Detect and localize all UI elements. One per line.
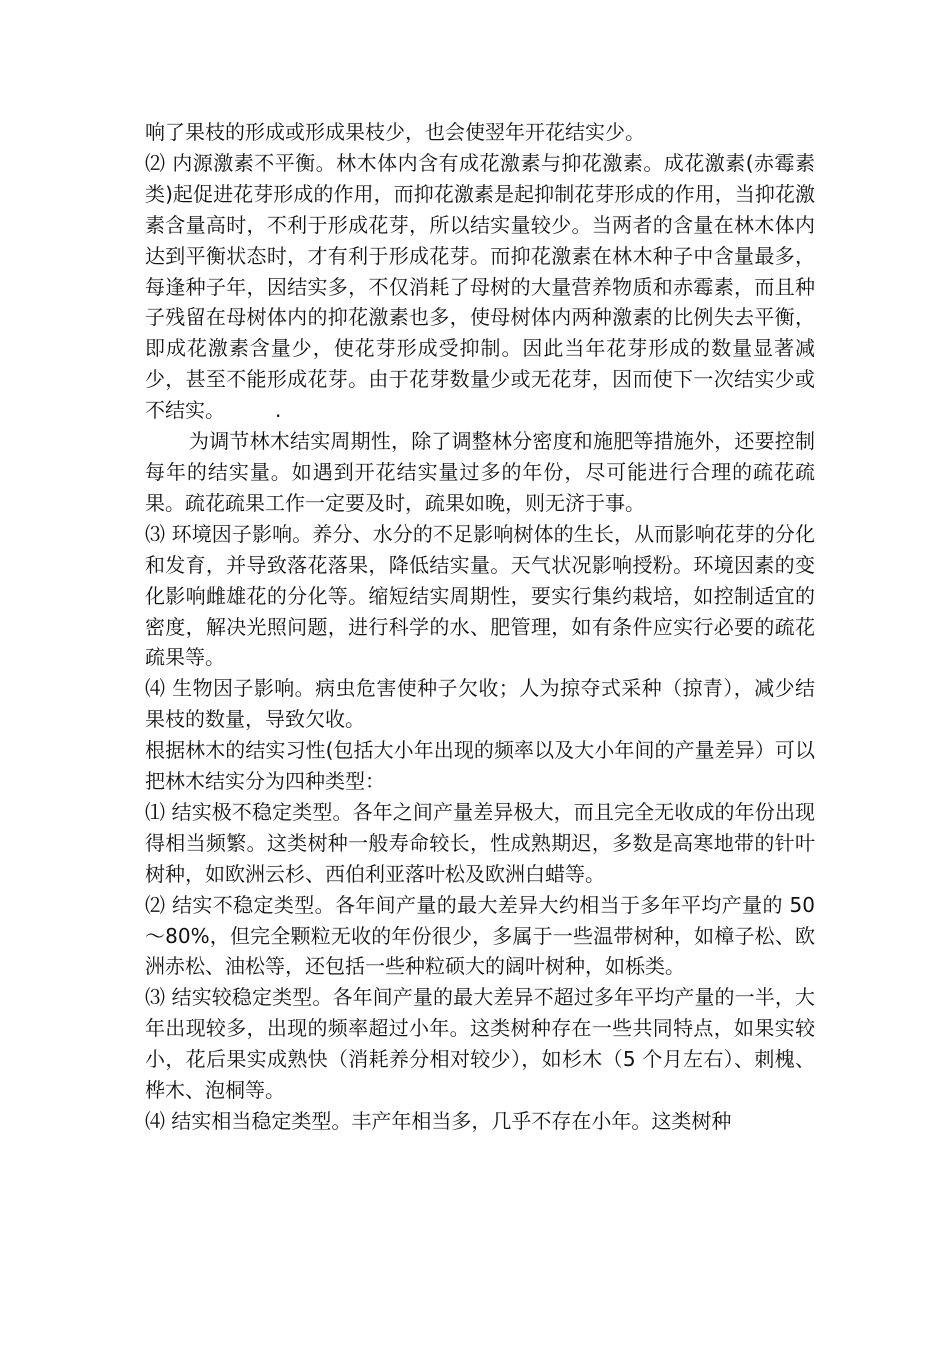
paragraph-type-4: ⑷ 结实相当稳定类型。丰产年相当多，几乎不存在小年。这类树种 — [145, 1109, 732, 1133]
paragraph-biological: ⑷ 生物因子影响。病虫危害使种子欠收；人为掠夺式采种（掠青），减少结果枝的数量，导致欠收。 — [145, 676, 815, 732]
paragraph-environment: ⑶ 环境因子影响。养分、水分的不足影响树体的生长，从而影响花芽的分化和发育，并导致落花落果，降低结实量。天气状况影响授粉。环境因素的变化影响雌雄花的分化等。缩短结实周期性，要实行集约栽培，如控制适宜的密度，解决光照问题，进行科学的水、肥管理，如有条件应实行必要的疏花疏果等。 — [145, 521, 815, 670]
paragraph-continuation: 响了果枝的形成或形成果枝少，也会使翌年开花结实少。 — [145, 120, 645, 144]
body-text — [145, 117, 815, 1137]
paragraph-type-2: ⑵ 结实不稳定类型。各年间产量的最大差异大约相当于多年平均产量的 50～80%，但完全颗粒无收的年份很少，多属于一些温带树种，如樟子松、欧洲赤松、油松等，还包括一些种粒硕大的阔叶树种，如栎类。 — [145, 892, 815, 979]
paragraph-hormone-imbalance: ⑵ 内源激素不平衡。林木体内含有成花激素与抑花激素。成花激素(赤霉素类)起促进花芽形成的作用，而抑花激素是起抑制花芽形成的作用，当抑花激素含量高时，不利于形成花芽，所以结实量较少。当两者的含量在林木体内达到平衡状态时，才有利于形成花芽。而抑花激素在林木种子中含量最多，每逢种子年，因结实多，不仅消耗了母树的大量营养物质和赤霉素，而且种子残留在母树体内的抑花激素也多，使母树体内两种激素的比例失去平衡，即成花激素含量少，使花芽形成受抑制。因此当年花芽形成的数量显著减少，甚至不能形成花芽。由于花芽数量少或无花芽，因而使下一次结实少或不结实。 . — [145, 150, 815, 423]
paragraph-type-3: ⑶ 结实较稳定类型。各年间产量的最大差异不超过多年平均产量的一半，大年出现较多，出现的频率超过小年。这类树种存在一些共同特点，如果实较小，花后果实成熟快（消耗养分相对较少），如杉木（5 个月左右）、刺槐、桦木、泡桐等。 — [145, 985, 815, 1103]
paragraph-regulation: 为调节林木结实周期性，除了调整林分密度和施肥等措施外，还要控制每年的结实量。如遇到开花结实量过多的年份，尽可能进行合理的疏花疏果。疏花疏果工作一定要及时，疏果如晚，则无济于事。 — [145, 429, 815, 515]
paragraph-classification-intro: 根据林木的结实习性(包括大小年出现的频率以及大小年间的产量差异）可以把林木结实分为四种类型： — [145, 738, 815, 794]
paragraph-type-1: ⑴ 结实极不稳定类型。各年之间产量差异极大，而且完全无收成的年份出现得相当频繁。这类树种一般寿命较长，性成熟期迟，多数是高寒地带的针叶树种，如欧洲云杉、西伯利亚落叶松及欧洲白蜡等。 — [145, 799, 815, 886]
